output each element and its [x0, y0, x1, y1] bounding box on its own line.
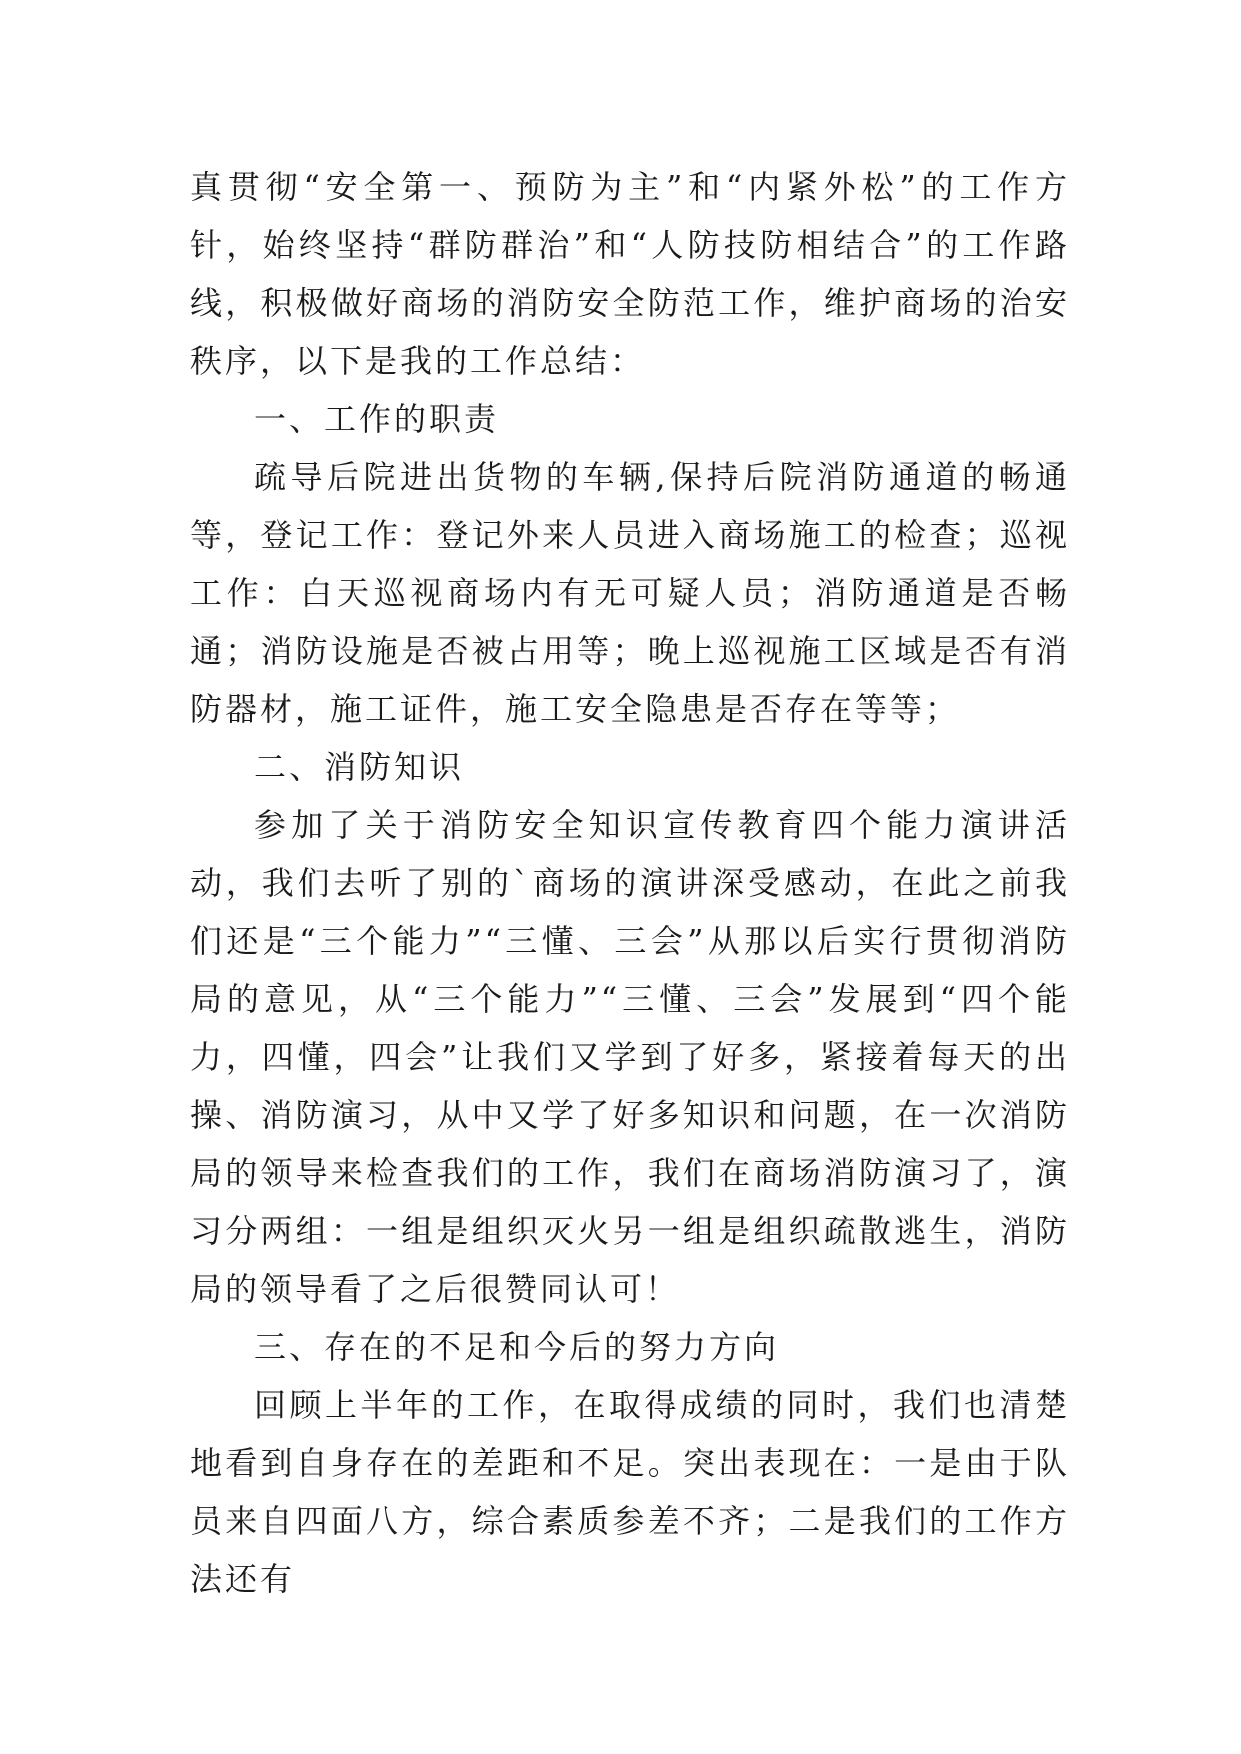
paragraph-fire-knowledge: 参加了关于消防安全知识宣传教育四个能力演讲活动，我们去听了别的`商场的演讲深受感动，在此之前我们还是“三个能力”“三懂、三会”从那以后实行贯彻消防局的意见，从“三个能力”“三懂、三会”发展到“四个能力，四懂，四会”让我们又学到了好多，紧接着每天的出操、消防演习，从中又学了好多知识和问题，在一次消防局的领导来检查我们的工作，我们在商场消防演习了，演习分两组：一组是组织灭火另一组是组织疏散逃生，消防局的领导看了之后很赞同认可！: [190, 806, 1070, 1308]
document-body: [190, 158, 1070, 1608]
section-heading-fire-knowledge: 二、消防知识: [254, 748, 465, 786]
paragraph-duties: 疏导后院进出货物的车辆,保持后院消防通道的畅通等，登记工作：登记外来人员进入商场施工的检查；巡视工作：白天巡视商场内有无可疑人员；消防通道是否畅通；消防设施是否被占用等；晚上巡视施工区域是否有消防器材，施工证件，施工安全隐患是否存在等等；: [190, 458, 1070, 728]
section-heading-duties: 一、工作的职责: [254, 400, 500, 438]
paragraph-intro: 真贯彻“安全第一、预防为主”和“内紧外松”的工作方针，始终坚持“群防群治”和“人防技防相结合”的工作路线，积极做好商场的消防安全防范工作，维护商场的治安秩序，以下是我的工作总结：: [190, 168, 1070, 380]
paragraph-shortcomings: 回顾上半年的工作，在取得成绩的同时，我们也清楚地看到自身存在的差距和不足。突出表现在：一是由于队员来自四面八方，综合素质参差不齐；二是我们的工作方法还有: [190, 1386, 1070, 1598]
section-heading-shortcomings: 三、存在的不足和今后的努力方向: [254, 1328, 780, 1366]
